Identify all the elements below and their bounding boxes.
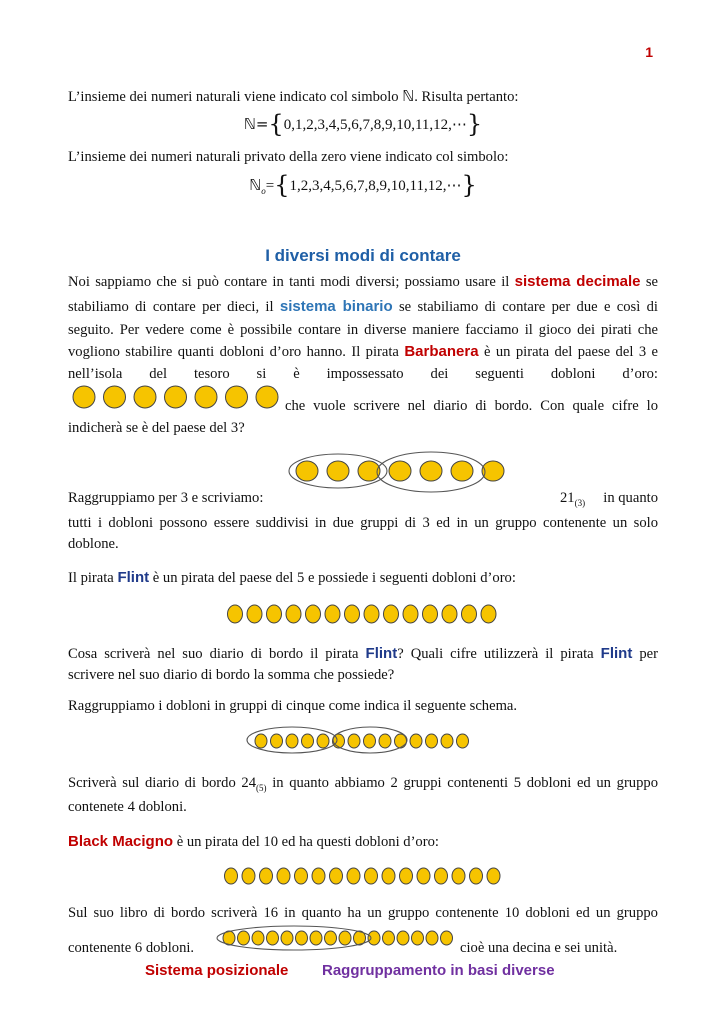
para6-line1 xyxy=(68,773,658,798)
text: Scriverà sul diario di bordo xyxy=(68,775,236,791)
text: dobloni. xyxy=(145,940,195,956)
doubloon-coin xyxy=(277,868,290,884)
doubloon-coin xyxy=(410,734,422,748)
doubloon-coin xyxy=(255,734,267,748)
para1-line4 xyxy=(68,342,658,362)
doubloon-coin xyxy=(339,931,351,945)
intro-text-end: . Risulta pertanto: xyxy=(414,89,519,105)
number: 3 xyxy=(230,420,239,436)
doubloon-coin xyxy=(134,386,156,408)
doubloon-coin xyxy=(487,868,500,884)
doubloon-coin xyxy=(403,605,418,623)
keyword-barbanera: Barbanera xyxy=(404,343,479,360)
doubloon-coin xyxy=(457,734,469,748)
doubloon-coin xyxy=(451,461,473,481)
naturals-symbol: ℕ xyxy=(402,87,415,105)
barbanera-coins xyxy=(72,385,277,411)
doubloon-coin xyxy=(295,868,308,884)
number: 3 xyxy=(180,490,188,506)
text: vogliono stabilire quanti dobloni d’oro hanno. Il pirata xyxy=(68,344,399,360)
flint-coins xyxy=(227,604,502,624)
doubloon-coin xyxy=(384,605,399,623)
number: 3 xyxy=(638,344,647,360)
text: Il pirata xyxy=(68,570,114,586)
doubloon-coin xyxy=(364,734,376,748)
set0-subscript: o xyxy=(261,186,266,196)
doubloon-coin xyxy=(281,931,293,945)
doubloon-coin xyxy=(256,386,278,408)
keyword-sistema-decimale: sistema decimale xyxy=(514,273,641,290)
section-title: I diversi modi di contare xyxy=(265,246,461,265)
doubloon-coin xyxy=(226,386,248,408)
para1-line6: che vuole scrivere nel diario di bordo. Con quale cifre lo xyxy=(285,398,658,414)
text: Cosa scriverà nel suo diario di bordo il pirata xyxy=(68,646,359,662)
doubloon-coin xyxy=(441,734,453,748)
para4-line1 xyxy=(68,644,658,664)
text: e scriviamo: xyxy=(191,490,264,506)
keyword-flint: Flint xyxy=(365,645,398,662)
keyword-flint: Flint xyxy=(117,569,150,586)
number-24: 24 xyxy=(241,775,257,791)
doubloon-coin xyxy=(260,868,273,884)
doubloon-coin xyxy=(382,868,395,884)
text: ? Quali cifre utilizzerà il pirata xyxy=(397,646,594,662)
word: dobloni xyxy=(550,366,596,382)
number-21-base3 xyxy=(560,488,585,513)
doubloon-coin xyxy=(73,386,95,408)
number: 3 xyxy=(422,515,430,531)
text: dobloni ed un gruppo xyxy=(526,775,658,791)
word: si xyxy=(256,366,267,382)
number: 10 xyxy=(504,905,520,921)
doubloon-coin xyxy=(400,868,413,884)
para1-line7 xyxy=(68,418,658,438)
doubloon-coin xyxy=(286,605,301,623)
word: del xyxy=(149,366,168,382)
doubloon-coin xyxy=(104,386,126,408)
doubloon-coin xyxy=(247,605,262,623)
intro-line-2: L’insieme dei numeri naturali privato della zero viene indicato col simbolo: xyxy=(68,149,509,165)
doubloon-coin xyxy=(195,386,217,408)
keyword-flint: Flint xyxy=(600,645,633,662)
doubloon-coin xyxy=(296,461,318,481)
number: 5 xyxy=(513,775,522,791)
base-subscript: (3) xyxy=(574,498,586,508)
set-lhs: ℕ= xyxy=(243,115,269,133)
intro-line-1 xyxy=(68,86,658,107)
doubloon-coin xyxy=(317,734,329,748)
para2-in-quanto: in quanto xyxy=(603,490,658,506)
number: 16 xyxy=(263,905,279,921)
para8-line1 xyxy=(68,903,658,923)
doubloon-coin xyxy=(267,931,279,945)
doubloon-coin xyxy=(345,605,360,623)
word: è xyxy=(293,366,300,382)
para2-line2 xyxy=(68,513,658,533)
naturals-nonzero-set-formula: ℕ$_o$={1,2,3,4,5,6,7,8,9,10,11,12,⋯} xyxy=(249,171,477,199)
para2-line3: doblone. xyxy=(68,536,119,552)
text: se stabiliamo di contare per due e così di xyxy=(398,299,658,315)
number: 5 xyxy=(297,570,305,586)
text: dobloni ed un gruppo xyxy=(525,905,658,921)
doubloon-coin xyxy=(310,931,322,945)
doubloon-coin xyxy=(365,868,378,884)
text: e possiede i seguenti dobloni d’oro: xyxy=(307,570,516,586)
doubloon-coin xyxy=(347,868,360,884)
para7-line1 xyxy=(68,832,658,852)
para1-line3: seguito. Per vedere come è possibile contare in diverse maniere facciamo il gioco dei pirati che xyxy=(68,322,658,338)
para1-line1 xyxy=(68,272,658,292)
text: e xyxy=(651,344,659,360)
text: contenente xyxy=(68,940,132,956)
para8-line2-left xyxy=(68,938,194,958)
word: d’oro: xyxy=(622,366,658,382)
intro-text: L’insieme dei numeri naturali viene indicato col simbolo xyxy=(68,89,399,105)
para1-line5 xyxy=(68,364,658,384)
number: 6 xyxy=(134,940,143,956)
text: gruppi contenenti xyxy=(403,775,509,791)
number: 10 xyxy=(263,834,279,850)
doubloon-coin xyxy=(271,734,283,748)
doubloon-coin xyxy=(330,868,343,884)
para8-line2-right: cioè una decina e sei unità. xyxy=(460,940,618,956)
text: è un pirata del paese del xyxy=(152,570,294,586)
keyword-black-macigno: Black Macigno xyxy=(68,833,174,850)
black-macigno-coins xyxy=(224,866,504,886)
doubloon-coin xyxy=(442,605,457,623)
doubloon-coin xyxy=(462,605,477,623)
doubloon-coin xyxy=(364,605,379,623)
footer-raggruppamento: Raggruppamento in basi diverse xyxy=(322,962,555,979)
doubloon-coin xyxy=(306,605,321,623)
doubloon-coin xyxy=(325,931,337,945)
base-subscript: (5) xyxy=(256,783,267,793)
doubloon-coin xyxy=(286,734,298,748)
doubloon-coin xyxy=(389,461,411,481)
text: in quanto ha un gruppo contenente xyxy=(284,905,499,921)
doubloon-coin xyxy=(225,868,238,884)
doubloon-coin xyxy=(238,931,250,945)
text: è un pirata del paese del xyxy=(483,344,634,360)
text: se xyxy=(645,274,658,290)
para1-line2 xyxy=(68,297,658,317)
doubloon-coin xyxy=(348,734,360,748)
doubloon-coin xyxy=(252,931,264,945)
doubloon-coin xyxy=(368,931,380,945)
text: per xyxy=(639,646,658,662)
doubloon-coin xyxy=(165,386,187,408)
set0-values: 1,2,3,4,5,6,7,8,9,10,11,12,⋯ xyxy=(289,178,462,194)
doubloon-coin xyxy=(302,734,314,748)
keyword-sistema-binario: sistema binario xyxy=(279,298,393,315)
para3-line1 xyxy=(68,568,658,588)
doubloon-coin xyxy=(481,605,496,623)
doubloon-coin xyxy=(412,931,424,945)
text: Noi sappiamo che si può contare in tanti modi diversi; possiamo usare il xyxy=(68,274,510,290)
text: è un pirata del xyxy=(176,834,260,850)
text: stabiliamo di contare per dieci, il xyxy=(68,299,274,315)
number: 4 xyxy=(127,799,135,815)
set0-symbol: ℕ xyxy=(249,176,262,194)
set0-eq: = xyxy=(265,178,275,194)
doubloon-coin xyxy=(470,868,483,884)
doubloon-coin xyxy=(435,868,448,884)
doubloon-coin xyxy=(452,868,465,884)
doubloon-coin xyxy=(441,931,453,945)
doubloon-coin xyxy=(267,605,282,623)
word: dei xyxy=(430,366,449,382)
text: ? xyxy=(238,420,245,436)
doubloon-coin xyxy=(397,931,409,945)
doubloon-coin xyxy=(242,868,255,884)
doubloon-coin xyxy=(426,734,438,748)
text: in quanto abbiamo xyxy=(272,775,385,791)
para2-line1-left xyxy=(68,488,263,508)
doubloon-coin xyxy=(296,931,308,945)
doubloon-coin xyxy=(423,605,438,623)
page-number: 1 xyxy=(645,44,653,60)
para4-line2: scrivere nel suo diario di bordo la somma che possiede? xyxy=(68,667,395,683)
grouping-by-5-figure xyxy=(246,726,486,756)
doubloon-coin xyxy=(379,734,391,748)
doubloon-coin xyxy=(383,931,395,945)
text: Raggruppiamo per xyxy=(68,490,178,506)
doubloon-coin xyxy=(417,868,430,884)
doubloon-coin xyxy=(325,605,340,623)
number: 2 xyxy=(390,775,398,791)
doubloon-coin xyxy=(420,461,442,481)
word: nell’isola xyxy=(68,366,123,382)
text: tutti i dobloni possono essere suddivisi in due gruppi di xyxy=(68,515,417,531)
text: dobloni. xyxy=(138,799,187,815)
doubloon-coin xyxy=(228,605,243,623)
doubloon-coin xyxy=(426,931,438,945)
text: indicherà se è del paese del xyxy=(68,420,228,436)
set-values: 0,1,2,3,4,5,6,7,8,9,10,11,12,⋯ xyxy=(283,117,467,133)
number: 21 xyxy=(560,490,575,506)
text: Sul suo libro di bordo scriverà xyxy=(68,905,258,921)
naturals-set-formula: ℕ={0,1,2,3,4,5,6,7,8,9,10,11,12,⋯} xyxy=(243,110,483,138)
grouping-by-3-figure xyxy=(285,452,525,494)
word: seguenti xyxy=(475,366,524,382)
grouping-by-10-figure xyxy=(212,925,462,951)
doubloon-coin xyxy=(312,868,325,884)
para5-line1: Raggruppiamo i dobloni in gruppi di cinque come indica il seguente schema. xyxy=(68,698,518,714)
doubloon-coin xyxy=(327,461,349,481)
text: ed ha questi dobloni d’oro: xyxy=(281,834,439,850)
text: contenete xyxy=(68,799,124,815)
word: tesoro xyxy=(193,366,230,382)
para6-line2 xyxy=(68,797,658,817)
text: ed in un gruppo contenente un solo xyxy=(436,515,658,531)
footer-sistema-posizionale: Sistema posizionale xyxy=(145,962,289,979)
word: impossessato xyxy=(326,366,404,382)
